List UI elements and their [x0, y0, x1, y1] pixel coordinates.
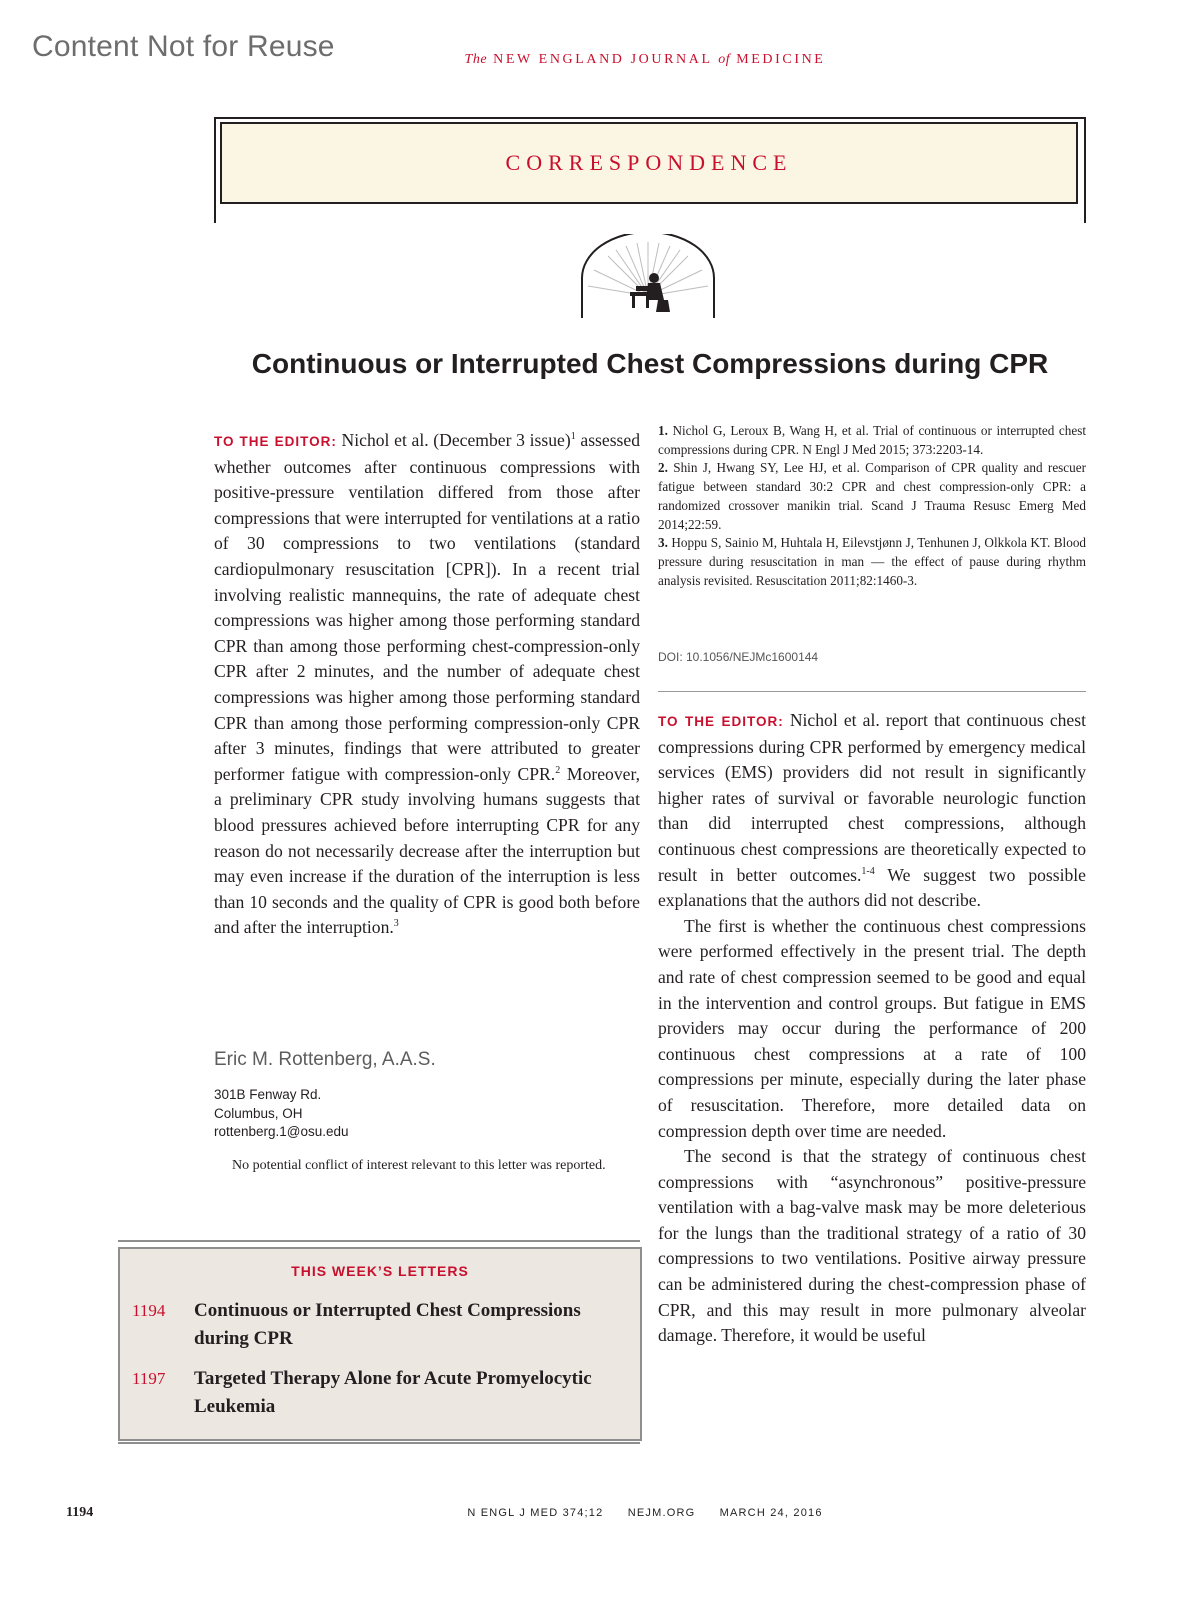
- citation-sup: 3: [393, 918, 399, 930]
- section-label: CORRESPONDENCE: [505, 150, 793, 175]
- letter-1-lead: TO THE EDITOR:: [214, 434, 337, 449]
- reference-text: Shin J, Hwang SY, Lee HJ, et al. Comparison of CPR quality and rescuer fatigue between standard 30:2 CPR and chest compression-only CPR: a randomized crossover manikin trial. Scand J Trauma Resusc Emerg Med 2014;22:59.: [658, 460, 1086, 532]
- journal-header-medicine: MEDICINE: [736, 52, 826, 67]
- weeks-letter-item[interactable]: [132, 1297, 632, 1353]
- letter-1-body: [214, 428, 640, 941]
- letter-2-paragraph: The first is whether the continuous chest compressions were performed effectively in the present trial. The depth and rate of chest compression seemed to be good and equal in the intervention and control groups. But fatigue in EMS providers may occur during the performance of 200 continuous chest compressions at a rate of 100 compressions per minute, especially during the later phase of resuscitation. Therefore, more detailed data on compression depth over time are needed.: [658, 915, 1086, 1141]
- citation-sup: 2: [555, 764, 561, 776]
- reference-list: [658, 422, 1086, 590]
- journal-header-name: NEW ENGLAND JOURNAL: [493, 52, 713, 67]
- letter-2-paragraph: The second is that the strategy of continuous chest compressions with “asynchronous” positive-pressure ventilation with a bag-valve mask may be more deleterious for the lungs than the traditional strategy of a ratio of 30 compressions to two ventilations. Positive airway pressure can be administered during the chest-compression phase of CPR, and this may result in more pulmonary alveolar damage. Therefore, it would be useful: [658, 1146, 1086, 1346]
- reference-number: 2.: [658, 460, 668, 476]
- journal-header-the: The: [464, 52, 488, 67]
- weeks-letter-title: Targeted Therapy Alone for Acute Promyelocytic Leukemia: [194, 1368, 592, 1417]
- reference-item: [658, 534, 1086, 590]
- footer-journal-citation: N ENGL J MED 374;12: [467, 1507, 604, 1519]
- letter-1-text-a: Nichol et al. (December 3 issue): [336, 430, 571, 450]
- doi-link[interactable]: DOI: 10.1056/NEJMc1600144: [658, 650, 819, 664]
- reference-number: 1.: [658, 423, 668, 438]
- address-line: Columbus, OH: [214, 1105, 303, 1121]
- journal-header: [0, 52, 1200, 68]
- citation-sup: 1-4: [861, 865, 875, 877]
- reference-item: [658, 422, 1086, 459]
- footer-date: MARCH 24, 2016: [719, 1507, 823, 1519]
- letter-2-text-a: Nichol et al. report that continuous chest compressions during CPR performed by emergency medical services (EMS) providers did not result in significantly higher rates of survival or favorable neurologic function than did interrupted chest compressions, although continuous chest compressions are theoretically expected to result in better outcomes.: [658, 710, 1086, 885]
- journal-seal-icon: [574, 234, 722, 318]
- letter-1-author: Eric M. Rottenberg, A.A.S.: [214, 1049, 436, 1070]
- reference-text: Nichol G, Leroux B, Wang H, et al. Trial of continuous or interrupted chest compressions during CPR. N Engl J Med 2015; 373:2203-14.: [658, 423, 1086, 457]
- letter-1-text-c: Moreover, a preliminary CPR study involving humans suggests that blood pressures achieved before interrupting CPR for any reason do not necessarily decrease after the interruption but may even increase if the duration of the interruption is less than 10 seconds and the quality of CPR is good both before and after the interruption.: [214, 763, 640, 938]
- letter-1-paragraph: [214, 428, 640, 941]
- sidebar-rule: [118, 1240, 640, 1242]
- journal-header-of: of: [718, 52, 731, 67]
- address-line: 301B Fenway Rd.: [214, 1087, 322, 1102]
- letter-divider: [658, 691, 1086, 692]
- letter-1-text-b: assessed whether outcomes after continuous compressions with positive-pressure ventilation differed from those after compressions that were interrupted for ventilations at a ratio of 30 compressions to two ventilations (standard cardiopulmonary resuscitation [CPR]). In a recent trial involving realistic mannequins, the rate of adequate chest compressions was higher among those performing standard CPR than among those performing chest-compression-only CPR after 2 minutes, and the number of adequate chest compressions was higher among those performing standard CPR than among those performing compression-only CPR after 3 minutes, findings that were attributed to greater performer fatigue with compression-only CPR.: [214, 430, 640, 784]
- watermark-text: Content Not for Reuse: [32, 30, 335, 63]
- weeks-letter-item[interactable]: [132, 1365, 632, 1421]
- sidebar-rule: [118, 1442, 640, 1444]
- footer-site: NEJM.ORG: [627, 1507, 696, 1519]
- weeks-letter-page: 1197: [132, 1369, 166, 1388]
- author-email: rottenberg.1@osu.edu: [214, 1124, 349, 1139]
- reference-text: Hoppu S, Sainio M, Huhtala H, Eilevstjønn J, Tenhunen J, Olkkola KT. Blood pressure during resuscitation in man — the effect of pause during rhythm analysis revisited. Resuscitation 2011;82:1460-3.: [658, 535, 1087, 588]
- article-title: Continuous or Interrupted Chest Compressions during CPR: [251, 348, 1049, 379]
- reference-number: 3.: [658, 535, 668, 551]
- conflict-statement: No potential conflict of interest relevant to this letter was reported.: [232, 1158, 606, 1173]
- weeks-letter-title: Continuous or Interrupted Chest Compressions during CPR: [194, 1300, 581, 1349]
- letter-2-body: [658, 708, 1086, 1349]
- reference-item: [658, 459, 1086, 534]
- weeks-letter-page: 1194: [132, 1301, 166, 1320]
- letter-1-address: [214, 1086, 349, 1142]
- letter-2-paragraph: [658, 708, 1086, 914]
- page-number: 1194: [66, 1505, 94, 1520]
- citation-sup: 1: [570, 431, 576, 443]
- this-weeks-letters-box: [118, 1247, 642, 1441]
- footer-citation: [0, 1507, 1200, 1519]
- this-weeks-letters-title: THIS WEEK’S LETTERS: [291, 1263, 469, 1279]
- letter-2-lead: TO THE EDITOR:: [658, 714, 784, 729]
- letter-2-text-b: We suggest two possible explanations that the authors did not describe.: [658, 864, 1086, 911]
- section-banner: [220, 122, 1078, 204]
